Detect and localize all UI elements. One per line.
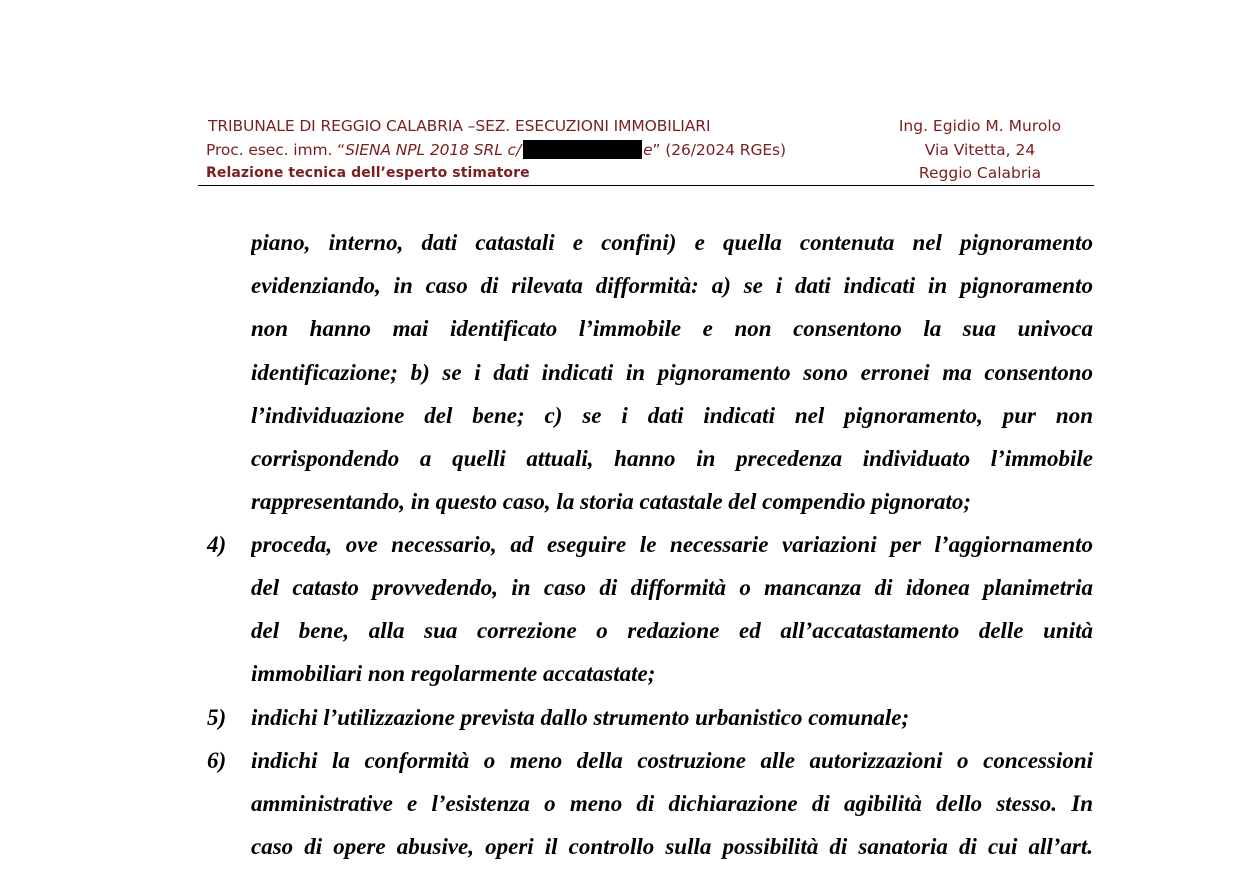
court-name: TRIBUNALE DI REGGIO CALABRIA –SEZ. ESECUZIONI IMMOBILIARI — [208, 117, 711, 135]
body-line: corrispondendo a quelli attuali, hanno in precedenza individuato l’immobile — [251, 446, 1093, 471]
body-line: del catasto provvedendo, in caso di difformità o mancanza di idonea planimetria — [251, 575, 1093, 600]
author-name: Ing. Egidio M. Murolo — [898, 117, 1062, 135]
body-line: immobiliari non regolarmente accatastate; — [251, 661, 656, 686]
body-line: rappresentando, in questo caso, la storia catastale del compendio pignorato; — [251, 489, 972, 514]
body-line: non hanno mai identificato l’immobile e non consentono la sua univoca — [251, 316, 1093, 341]
author-street: Via Vitetta, 24 — [924, 141, 1036, 159]
item-number-6: 6) — [207, 748, 227, 773]
item-number-4: 4) — [207, 532, 227, 557]
case-number: ” (26/2024 RGEs) — [652, 141, 786, 159]
creditor-name: SIENA NPL 2018 SRL c/ — [345, 141, 522, 159]
body-line: indichi la conformità o meno della costruzione alle autorizzazioni o concessioni — [251, 748, 1093, 773]
body-line: evidenziando, in caso di rilevata difformità: a) se i dati indicati in pignoramento — [251, 273, 1093, 298]
body-line: indichi l’utilizzazione prevista dallo strumento urbanistico comunale; — [251, 705, 910, 730]
item-number-5: 5) — [207, 705, 227, 730]
body-line: piano, interno, dati catastali e confini) e quella contenuta nel pignoramento — [251, 230, 1093, 255]
body-line: proceda, ove necessario, ad eseguire le necessarie variazioni per l’aggiornamento — [251, 532, 1093, 557]
body-line: identificazione; b) se i dati indicati in pignoramento sono erronei ma consentono — [251, 360, 1093, 385]
body-line: l’individuazione del bene; c) se i dati indicati nel pignoramento, pur non — [251, 403, 1093, 428]
report-title: Relazione tecnica dell’esperto stimatore — [206, 165, 530, 181]
body-line: amministrative e l’esistenza o meno di dichiarazione di agibilità dello stesso. In — [251, 791, 1093, 816]
proceeding-reference: Proc. esec. imm. “SIENA NPL 2018 SRL c/ e” (26/2024 RGEs) — [206, 141, 786, 159]
redaction-tail: e — [643, 141, 653, 159]
body-line: del bene, alla sua correzione o redazione ed all’accatastamento delle unità — [251, 618, 1093, 643]
body-line: caso di opere abusive, operi il controllo sulla possibilità di sanatoria di cui all’art. — [251, 834, 1093, 859]
author-city: Reggio Calabria — [918, 164, 1042, 182]
